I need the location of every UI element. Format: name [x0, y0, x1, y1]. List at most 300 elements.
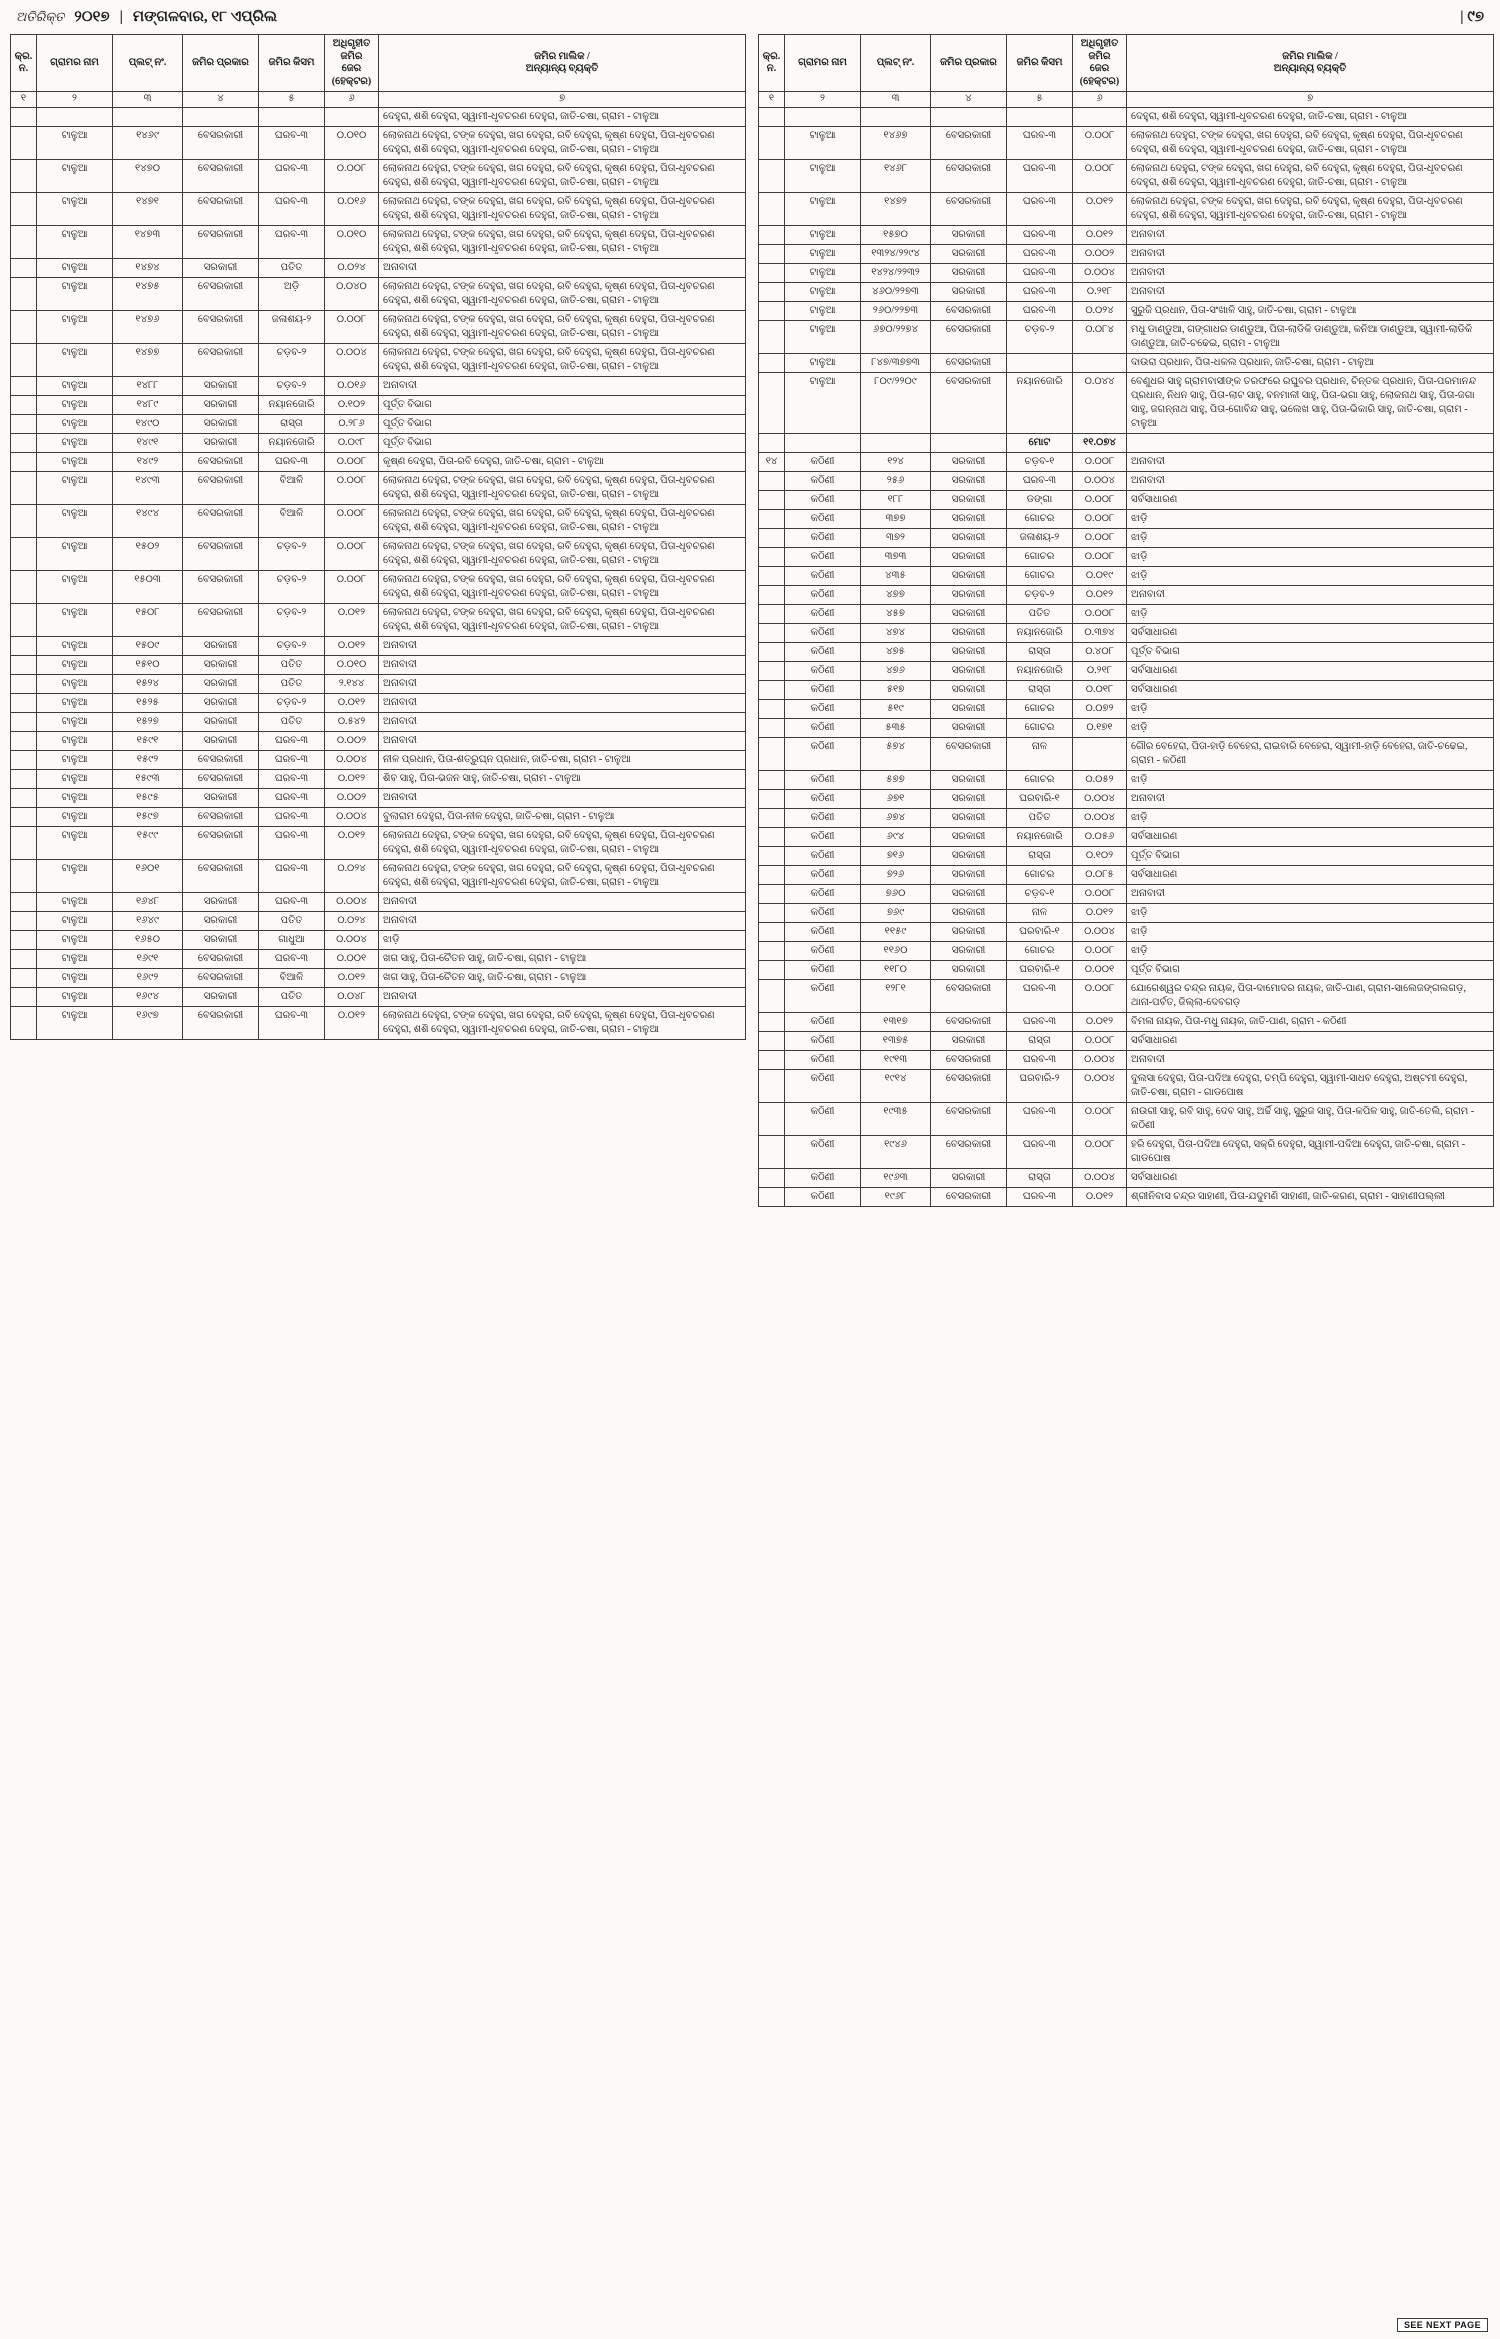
cell-owner: ଝାଡ଼ି	[1127, 903, 1494, 922]
cell-owner: ସୁରୁଜି ପ୍ରଧାନ, ପିତା-ସଂଖାଳି ସାହୁ, ଜାତି-ଚଷା, ଗ୍ରାମ - ଟାଳୁଆ	[1127, 301, 1494, 320]
table-row	[11, 258, 746, 277]
cell-land-type: ସରକାରୀ	[931, 718, 1007, 737]
cell-kisam: ଘରବ-୩	[259, 826, 325, 859]
cell-plot	[113, 107, 183, 126]
cell-plot: ୧୧୫୯	[861, 922, 931, 941]
cell-serial	[759, 159, 785, 192]
cell-owner: ଅନାବାଦୀ	[379, 892, 746, 911]
page-separator: |	[1460, 9, 1464, 25]
table-row	[759, 1135, 1494, 1168]
cell-serial	[759, 263, 785, 282]
cell-plot: ୧୯୧୩	[861, 1050, 931, 1069]
cell-area: ୦.୦୧୨	[325, 603, 379, 636]
cell-serial	[759, 126, 785, 159]
cell-land-type: ବେସରକାରୀ	[931, 1069, 1007, 1102]
cell-owner: ଝାଡ଼ି	[1127, 808, 1494, 827]
cell-area: ୦.୦୧୨	[1073, 1012, 1127, 1031]
header-separator: |	[119, 9, 123, 25]
cell-area: ୦.୦୨୪	[325, 859, 379, 892]
cell-plot: ୩୭୨	[861, 528, 931, 547]
cell-serial	[11, 788, 37, 807]
cell-plot: ୧୪୮୮	[113, 376, 183, 395]
cell-plot: ୬୭୦/୨୨୭୪	[861, 320, 931, 353]
cell-kisam: ଗୋଚର	[1007, 547, 1073, 566]
cell-plot: ୮୪୭/୩୭୭୩	[861, 353, 931, 372]
cell-land-type: ସରକାରୀ	[183, 258, 259, 277]
table-row	[759, 244, 1494, 263]
cell-land-type: ବେସରକାରୀ	[931, 1187, 1007, 1206]
cell-serial	[11, 712, 37, 731]
cell-plot: ୧୧୮୦	[861, 960, 931, 979]
cell-owner: ଝାଡ଼ି	[1127, 770, 1494, 789]
cell-kisam: ନୟାନଜୋରି	[1007, 827, 1073, 846]
cell-area: ୦.୦୦୧	[325, 949, 379, 968]
cell-owner: ଅନାବାଦୀ	[379, 674, 746, 693]
cell-kisam: ନୟାନଜୋରି	[1007, 661, 1073, 680]
cell-land-type: ବେସରକାରୀ	[183, 750, 259, 769]
cell-plot: ୧୪୭୩	[113, 225, 183, 258]
cell-land-type: ବେସରକାରୀ	[931, 1050, 1007, 1069]
cell-serial	[759, 1050, 785, 1069]
col-header-village: ଗ୍ରାମର ନାମ	[37, 35, 113, 92]
cell-village: ଟାଳୁଆ	[37, 310, 113, 343]
cell-serial	[759, 301, 785, 320]
cell-owner: ଅନାବାଦୀ	[1127, 884, 1494, 903]
cell-owner: ଅନାବାଦୀ	[379, 731, 746, 750]
cell-serial	[759, 979, 785, 1012]
cell-owner: ଲୋକନାଥ ଦେହୁରା, ଟଙ୍କ ଦେହୁରା, ଖଗ ଦେହୁରା, ରବି ଦେହୁରା, କୃଷ୍ଣ ଦେହୁରା, ପିତା-ଧୃବଚରଣ ଦେହୁରା, ଶଶି ଦେହୁରା, ସ୍ୱାମୀ-ଧୃବଚରଣ ଦେହୁରା, ଜାତି-ଚଷା, ଗ୍ରାମ - ଟାଳୁଆ	[379, 277, 746, 310]
cell-plot: ୧୪୭୦	[113, 159, 183, 192]
cell-village: ଟାଳୁଆ	[785, 225, 861, 244]
cell-land-type: ସରକାରୀ	[931, 699, 1007, 718]
cell-owner: ସର୍ବସାଧାରଣ	[1127, 1031, 1494, 1050]
cell-village: ଟାଳୁଆ	[37, 603, 113, 636]
cell-kisam: ଘରବ-୩	[1007, 263, 1073, 282]
table-row	[11, 225, 746, 258]
cell-plot: ୨୫୬	[861, 471, 931, 490]
cell-serial	[11, 636, 37, 655]
cell-land-type: ସରକାରୀ	[931, 770, 1007, 789]
cell-area: ୦.୨୮୬	[325, 414, 379, 433]
cell-plot	[861, 107, 931, 126]
cell-plot: ୧୯୧୪	[861, 1069, 931, 1102]
cell-area: ୦.୦୦୮	[1073, 1135, 1127, 1168]
cell-land-type: ବେସରକାରୀ	[183, 603, 259, 636]
cell-village: ଟାଳୁଆ	[785, 353, 861, 372]
table-row	[11, 603, 746, 636]
cell-kisam: ଘରବାରି-୧	[1007, 960, 1073, 979]
cell-village: କଠିଣୀ	[785, 471, 861, 490]
cell-plot: ୧୩୨୪/୨୨୯୪	[861, 244, 931, 263]
cell-land-type: ବେସରକାରୀ	[183, 769, 259, 788]
cell-village: କଠିଣୀ	[785, 1168, 861, 1187]
cell-owner: ପୂର୍ତ୍ତ ବିଭାଗ	[379, 414, 746, 433]
cell-area: ୦.୦୦୮	[325, 310, 379, 343]
cell-owner: ଝାଡ଼ି	[1127, 718, 1494, 737]
cell-owner: ଅନାବାଦୀ	[1127, 282, 1494, 301]
cell-serial	[11, 892, 37, 911]
cell-area: ୦.୦୪୦	[325, 277, 379, 310]
cell-area: ୦.୧୦୨	[1073, 846, 1127, 865]
cell-land-type	[931, 107, 1007, 126]
page-number: ୯୭	[1467, 9, 1484, 25]
cell-owner: ଲୋକନାଥ ଦେହୁରା, ଟଙ୍କ ଦେହୁରା, ଖଗ ଦେହୁରା, ରବି ଦେହୁରା, କୃଷ୍ଣ ଦେହୁରା, ପିତା-ଧୃବଚରଣ ଦେହୁରା, ଶଶି ଦେହୁରା, ସ୍ୱାମୀ-ଧୃବଚରଣ ଦେହୁରା, ଜାତି-ଚଷା, ଗ୍ରାମ - ଟାଳୁଆ	[379, 126, 746, 159]
cell-land-type: ସରକାରୀ	[183, 636, 259, 655]
cell-area: ୦.୦୦୮	[1073, 528, 1127, 547]
cell-area: ୦.୦୦୮	[1073, 1102, 1127, 1135]
cell-village: ଟାଳୁଆ	[37, 1006, 113, 1039]
cell-kisam: ଘରବ-୩	[259, 126, 325, 159]
cell-serial	[759, 846, 785, 865]
cell-owner: ଝାଡ଼ି	[1127, 509, 1494, 528]
cell-owner: ନୀଳ ପ୍ରଧାନ, ପିତା-ଶତ୍ରୁଘ୍ନ ପ୍ରଧାନ, ଜାତି-ଚଷା, ଗ୍ରାମ - ଟାଳୁଆ	[379, 750, 746, 769]
cell-owner: ଲୋକନାଥ ଦେହୁରା, ଟଙ୍କ ଦେହୁରା, ଖଗ ଦେହୁରା, ରବି ଦେହୁରା, କୃଷ୍ଣ ଦେହୁରା, ପିତା-ଧୃବଚରଣ ଦେହୁରା, ଶଶି ଦେହୁରା, ସ୍ୱାମୀ-ଧୃବଚରଣ ଦେହୁରା, ଜାତି-ଚଷା, ଗ୍ରାମ - ଟାଳୁଆ	[379, 603, 746, 636]
cell-plot: ୧୩୧୭	[861, 1012, 931, 1031]
cell-village: ଟାଳୁଆ	[37, 636, 113, 655]
cell-plot: ୧୯୬୩	[861, 1168, 931, 1187]
cell-serial	[11, 807, 37, 826]
cell-land-type: ବେସରକାରୀ	[183, 504, 259, 537]
cell-land-type: ବେସରକାରୀ	[183, 225, 259, 258]
cell-land-type: ସରକାରୀ	[931, 263, 1007, 282]
table-row	[759, 159, 1494, 192]
table-row	[11, 343, 746, 376]
col-number-kisam: ୫	[259, 92, 325, 108]
cell-serial	[11, 655, 37, 674]
cell-serial	[11, 1006, 37, 1039]
col-header-area: ଅଧିଗୃହୀତ ଜମିର ଜେର (ହେକ୍ଟର)	[325, 35, 379, 92]
cell-land-type: ସରକାରୀ	[931, 789, 1007, 808]
cell-village: କଠିଣୀ	[785, 1012, 861, 1031]
cell-area: ୦.୦୦୨	[1073, 244, 1127, 263]
cell-area: ୦.୦୦୮	[325, 504, 379, 537]
cell-village	[785, 433, 861, 452]
cell-plot: ୧୫୯୭	[113, 807, 183, 826]
cell-area: ୦.୨୧୮	[1073, 661, 1127, 680]
cell-plot: ୧୫୭୦	[861, 225, 931, 244]
cell-land-type: ସରକାରୀ	[183, 911, 259, 930]
cell-owner: ପୂର୍ତ୍ତ ବିଭାଗ	[1127, 846, 1494, 865]
cell-village: ଟାଳୁଆ	[785, 282, 861, 301]
cell-kisam: ଘରବାରି-୧	[1007, 789, 1073, 808]
cell-serial	[11, 452, 37, 471]
col-number-serial: ୧	[11, 92, 37, 108]
table-row	[11, 414, 746, 433]
col-header-land-type: ଜମିର ପ୍ରକାର	[931, 35, 1007, 92]
cell-land-type: ସରକାରୀ	[931, 490, 1007, 509]
cell-village: ଟାଳୁଆ	[37, 159, 113, 192]
cell-serial	[759, 566, 785, 585]
cell-serial	[759, 244, 785, 263]
cell-kisam: ଘରବ-୩	[1007, 471, 1073, 490]
cell-plot: ୧୯୪୬	[861, 1135, 931, 1168]
cell-area: ୦.୦୦୪	[1073, 922, 1127, 941]
cell-area	[1073, 353, 1127, 372]
cell-owner: ଲୋକନାଥ ଦେହୁରା, ଟଙ୍କ ଦେହୁରା, ଖଗ ଦେହୁରା, ରବି ଦେହୁରା, କୃଷ୍ଣ ଦେହୁରା, ପିତା-ଧୃବଚରଣ ଦେହୁରା, ଶଶି ଦେହୁରା, ସ୍ୱାମୀ-ଧୃବଚରଣ ଦେହୁରା, ଜାତି-ଚଷା, ଗ୍ରାମ - ଟାଳୁଆ	[379, 859, 746, 892]
cell-area: ୦.୦୯୮	[325, 433, 379, 452]
table-row	[11, 769, 746, 788]
cell-owner: ସର୍ବସାଧାରଣ	[1127, 1168, 1494, 1187]
cell-land-type	[931, 433, 1007, 452]
table-row	[759, 1168, 1494, 1187]
cell-owner: ଦୁଲସା ଦେହୁରା, ପିତା-ପଦିଆ ଦେହୁରା, ଚମ୍ପି ଦେହୁରା, ସ୍ୱାମୀ-ସାଧବ ଦେହୁରା, ଅଷ୍ଟମୀ ଦେହୁରା, ଜାତି-ଚଷା, ଗ୍ରାମ - ଗାଡପୋଷ	[1127, 1069, 1494, 1102]
cell-area: ୦.୦୦୪	[1073, 1050, 1127, 1069]
cell-kisam: ଘରବ-୩	[1007, 301, 1073, 320]
cell-kisam: ମୋଟ	[1007, 433, 1073, 452]
table-row	[11, 807, 746, 826]
col-header-kisam: ଜମିର କିସମ	[259, 35, 325, 92]
cell-kisam: ରାସ୍ତା	[1007, 846, 1073, 865]
table-row	[759, 1012, 1494, 1031]
cell-kisam: ବିଆଳି	[259, 504, 325, 537]
cell-plot: ୧୪୬୭	[861, 126, 931, 159]
cell-serial	[759, 827, 785, 846]
cell-serial	[759, 320, 785, 353]
cell-land-type: ସରକାରୀ	[931, 884, 1007, 903]
table-row	[759, 737, 1494, 770]
cell-area: ୦.୦୦୪	[1073, 471, 1127, 490]
cell-village: କଠିଣୀ	[785, 718, 861, 737]
table-row	[11, 504, 746, 537]
cell-village	[37, 107, 113, 126]
cell-village: ଟାଳୁଆ	[785, 126, 861, 159]
cell-village: କଠିଣୀ	[785, 528, 861, 547]
cell-land-type: ସରକାରୀ	[931, 585, 1007, 604]
table-row	[11, 859, 746, 892]
cell-serial	[759, 585, 785, 604]
cell-kisam: ଘରବ-୩	[259, 788, 325, 807]
cell-village: ଟାଳୁଆ	[37, 433, 113, 452]
col-header-land-type: ଜମିର ପ୍ରକାର	[183, 35, 259, 92]
cell-kisam: ଘରବ-୩	[259, 892, 325, 911]
cell-owner: ଲୋକନାଥ ଦେହୁରା, ଟଙ୍କ ଦେହୁରା, ଖଗ ଦେହୁରା, ରବି ଦେହୁରା, କୃଷ୍ଣ ଦେହୁରା, ପିତା-ଧୃବଚରଣ ଦେହୁରା, ଶଶି ଦେହୁରା, ସ୍ୱାମୀ-ଧୃବଚରଣ ଦେହୁରା, ଜାତି-ଚଷା, ଗ୍ରାମ - ଟାଳୁଆ	[379, 343, 746, 376]
cell-plot: ୪୭୫	[861, 642, 931, 661]
cell-land-type: ବେସରକାରୀ	[183, 471, 259, 504]
cell-area: ୦.୦୦୧	[1073, 960, 1127, 979]
cell-owner: ଲୋକନାଥ ଦେହୁରା, ଟଙ୍କ ଦେହୁରା, ଖଗ ଦେହୁରା, ରବି ଦେହୁରା, କୃଷ୍ଣ ଦେହୁରା, ପିତା-ଧୃବଚରଣ ଦେହୁରା, ଶଶି ଦେହୁରା, ସ୍ୱାମୀ-ଧୃବଚରଣ ଦେହୁରା, ଜାତି-ଚଷା, ଗ୍ରାମ - ଟାଳୁଆ	[379, 504, 746, 537]
cell-village: କଠିଣୀ	[785, 1135, 861, 1168]
cell-area: ୦.୦୦୮	[1073, 1031, 1127, 1050]
cell-area: ୦.୦୦୮	[325, 471, 379, 504]
cell-land-type: ସରକାରୀ	[931, 661, 1007, 680]
table-row	[11, 376, 746, 395]
cell-village: ଟାଳୁଆ	[37, 258, 113, 277]
cell-plot: ୧୬୯୭	[113, 1006, 183, 1039]
cell-land-type: ସରକାରୀ	[931, 547, 1007, 566]
cell-plot: ୧୪୮୯	[113, 395, 183, 414]
cell-serial	[11, 126, 37, 159]
col-header-serial: କ୍ର. ନ.	[759, 35, 785, 92]
table-row	[11, 126, 746, 159]
cell-owner: ଅନାବାଦୀ	[379, 712, 746, 731]
table-row	[759, 770, 1494, 789]
cell-land-type: ସରକାରୀ	[183, 731, 259, 750]
cell-area: ୦.୦୦୪	[1073, 1168, 1127, 1187]
cell-serial	[11, 258, 37, 277]
cell-area: ୦.୦୦୮	[1073, 604, 1127, 623]
cell-area: ୦.୦୧୨	[325, 693, 379, 712]
cell-kisam: ଘରବ-୩	[1007, 1012, 1073, 1031]
cell-owner: ଦେହୁରା, ଶଶି ଦେହୁରା, ସ୍ୱାମୀ-ଧୃବଚରଣ ଦେହୁରା, ଜାତି-ଚଷା, ଗ୍ରାମ - ଟାଳୁଆ	[379, 107, 746, 126]
table-row	[759, 320, 1494, 353]
table-row	[759, 884, 1494, 903]
table-row	[11, 892, 746, 911]
cell-plot: ୧୪୬୯	[113, 126, 183, 159]
col-number-serial: ୧	[759, 92, 785, 108]
cell-kisam: ଗୋଚର	[1007, 699, 1073, 718]
cell-plot: ୪୭୪	[861, 623, 931, 642]
cell-land-type: ସରକାରୀ	[183, 395, 259, 414]
cell-land-type: ସରକାରୀ	[931, 941, 1007, 960]
col-number-village: ୨	[785, 92, 861, 108]
table-row	[759, 865, 1494, 884]
cell-kisam: ଘରବ-୩	[259, 192, 325, 225]
cell-village: କଠିଣୀ	[785, 566, 861, 585]
cell-serial	[11, 414, 37, 433]
cell-owner: ଅନାବାଦୀ	[1127, 263, 1494, 282]
cell-land-type: ବେସରକାରୀ	[183, 192, 259, 225]
cell-land-type: ସରକାରୀ	[183, 788, 259, 807]
cell-owner: ସର୍ବସାଧାରଣ	[1127, 865, 1494, 884]
cell-kisam: ଘରବ-୩	[259, 731, 325, 750]
cell-village: ଟାଳୁଆ	[37, 911, 113, 930]
table-row	[11, 395, 746, 414]
cell-serial	[11, 769, 37, 788]
cell-kisam: ଘରବ-୩	[259, 949, 325, 968]
cell-land-type: ବେସରକାରୀ	[183, 826, 259, 859]
cell-serial	[759, 1135, 785, 1168]
cell-land-type: ସରକାରୀ	[183, 892, 259, 911]
table-row	[11, 987, 746, 1006]
cell-village: କଠିଣୀ	[785, 452, 861, 471]
col-number-land-type: ୪	[183, 92, 259, 108]
cell-area: ୦.୦୨୪	[1073, 301, 1127, 320]
cell-serial	[11, 750, 37, 769]
cell-serial	[11, 192, 37, 225]
cell-owner: ଅନାବାଦୀ	[379, 376, 746, 395]
cell-owner: ଲୋକନାଥ ଦେହୁରା, ଟଙ୍କ ଦେହୁରା, ଖଗ ଦେହୁରା, ରବି ଦେହୁରା, କୃଷ୍ଣ ଦେହୁରା, ପିତା-ଧୃବଚରଣ ଦେହୁରା, ଶଶି ଦେହୁରା, ସ୍ୱାମୀ-ଧୃବଚରଣ ଦେହୁରା, ଜାତି-ଚଷା, ଗ୍ରାମ - ଟାଳୁଆ	[379, 537, 746, 570]
cell-kisam: ଘରବ-୩	[1007, 1135, 1073, 1168]
cell-plot: ୧୪୯୪	[113, 504, 183, 537]
cell-owner: ଝାଡ଼ି	[1127, 604, 1494, 623]
table-row	[759, 471, 1494, 490]
cell-kisam: ଘରବ-୩	[1007, 159, 1073, 192]
col-number-plot: ୩	[861, 92, 931, 108]
table-row	[759, 301, 1494, 320]
cell-plot: ୧୬୯୨	[113, 968, 183, 987]
table-row	[759, 979, 1494, 1012]
cell-owner: ଝାଡ଼ି	[1127, 922, 1494, 941]
year-label: ୨୦୧୭	[74, 9, 110, 25]
cell-plot: ୧୫୦୨	[113, 537, 183, 570]
cell-land-type: ବେସରକାରୀ	[931, 372, 1007, 433]
table-row	[759, 1069, 1494, 1102]
cell-serial	[11, 159, 37, 192]
cell-village: ଟାଳୁଆ	[785, 320, 861, 353]
cell-serial	[11, 433, 37, 452]
cell-owner: ଝାଡ଼ି	[1127, 941, 1494, 960]
cell-land-type: ସରକାରୀ	[183, 693, 259, 712]
cell-area: ୦.୦୧୨	[325, 636, 379, 655]
cell-serial	[759, 699, 785, 718]
cell-land-type: ସରକାରୀ	[183, 414, 259, 433]
cell-area: ୦.୦୦୮	[325, 570, 379, 603]
cell-land-type: ବେସରକାରୀ	[183, 159, 259, 192]
cell-serial	[11, 859, 37, 892]
cell-kisam: ଘରବାରି-୧	[1007, 922, 1073, 941]
cell-serial	[759, 433, 785, 452]
cell-plot: ୧୩୭୫	[861, 1031, 931, 1050]
cell-serial	[759, 941, 785, 960]
cell-village	[785, 107, 861, 126]
cell-village: କଠିଣୀ	[785, 1069, 861, 1102]
cell-plot: ୬୭୧	[861, 789, 931, 808]
cell-land-type: ବେସରକାରୀ	[183, 570, 259, 603]
cell-plot: ୫୧୭	[861, 680, 931, 699]
cell-kisam: ପତିତ	[259, 674, 325, 693]
table-row	[759, 718, 1494, 737]
col-number-area: ୬	[1073, 92, 1127, 108]
cell-owner: ସର୍ବସାଧାରଣ	[1127, 661, 1494, 680]
cell-area: ୦.୦୨୪	[325, 258, 379, 277]
cell-kisam: ଚଡ଼ବ-୨	[259, 636, 325, 655]
cell-village: କଠିଣୀ	[785, 623, 861, 642]
cell-area: ୦.୦୦୪	[1073, 808, 1127, 827]
cell-land-type: ସରକାରୀ	[931, 960, 1007, 979]
cell-owner: ଅନାବାଦୀ	[379, 655, 746, 674]
cell-village: ଟାଳୁଆ	[37, 731, 113, 750]
cell-land-type: ସରକାରୀ	[931, 225, 1007, 244]
table-row	[759, 452, 1494, 471]
table-row	[759, 846, 1494, 865]
cell-kisam: ଗୋଚର	[1007, 509, 1073, 528]
cell-plot	[861, 433, 931, 452]
cell-land-type: ବେସରକାରୀ	[183, 1006, 259, 1039]
cell-plot: ୧୧୬୦	[861, 941, 931, 960]
cell-serial	[759, 922, 785, 941]
cell-serial	[759, 225, 785, 244]
cell-area: ୦.୦୪୪	[1073, 372, 1127, 433]
table-row	[11, 107, 746, 126]
cell-kisam: ଚଡ଼ବ-୨	[259, 537, 325, 570]
cell-serial	[11, 674, 37, 693]
cell-plot: ୧୪୯୧	[113, 433, 183, 452]
cell-owner: ଅନାବାଦୀ	[379, 636, 746, 655]
cell-area: ୦.୦୦୮	[325, 537, 379, 570]
cell-land-type: ବେସରକାରୀ	[931, 353, 1007, 372]
cell-owner: ଯୋଗେଶ୍ୱର ଚନ୍ଦ୍ର ନାୟକ, ପିତା-ଦାମୋଦର ନାୟକ, ଜାତି-ପାଣ, ଗ୍ରାମ-ସାଲେଜଙ୍ଗଲଗଡ଼, ଥାନା-ପର୍ବତ, ଜିଲ୍ଲା-ଦେବଗଡ଼	[1127, 979, 1494, 1012]
cell-area: ୦.୦୦୮	[1073, 941, 1127, 960]
cell-area: ୦.୦୧୦	[325, 126, 379, 159]
table-row	[759, 604, 1494, 623]
cell-area: ୦.୦୮୫	[1073, 865, 1127, 884]
cell-area: ୦.୦୧୨	[1073, 903, 1127, 922]
page-footer	[1397, 2315, 1488, 2333]
table-row	[759, 263, 1494, 282]
cell-village: କଠିଣୀ	[785, 979, 861, 1012]
cell-area: ୦.୦୧୮	[1073, 680, 1127, 699]
cell-kisam: ଗୋଚର	[1007, 770, 1073, 789]
cell-serial	[759, 192, 785, 225]
cell-area: ୦.୦୧୨	[325, 826, 379, 859]
cell-kisam: ଗୋଚର	[1007, 941, 1073, 960]
cell-owner: କୃଷ୍ଣ ଦେହୁରା, ପିତା-ରବି ଦେହୁରା, ଜାତି-ଚଷା, ଗ୍ରାମ - ଟାଳୁଆ	[379, 452, 746, 471]
cell-land-type: ବେସରକାରୀ	[931, 1135, 1007, 1168]
cell-owner: ଲୋକନାଥ ଦେହୁରା, ଟଙ୍କ ଦେହୁରା, ଖଗ ଦେହୁରା, ରବି ଦେହୁରା, କୃଷ୍ଣ ଦେହୁରା, ପିତା-ଧୃବଚରଣ ଦେହୁରା, ଶଶି ଦେହୁରା, ସ୍ୱାମୀ-ଧୃବଚରଣ ଦେହୁରା, ଜାତି-ଚଷା, ଗ୍ରାମ - ଟାଳୁଆ	[379, 192, 746, 225]
cell-area: ୦.୦୦୮	[325, 159, 379, 192]
cell-land-type: ସରକାରୀ	[931, 1168, 1007, 1187]
cell-village: କଠିଣୀ	[785, 642, 861, 661]
